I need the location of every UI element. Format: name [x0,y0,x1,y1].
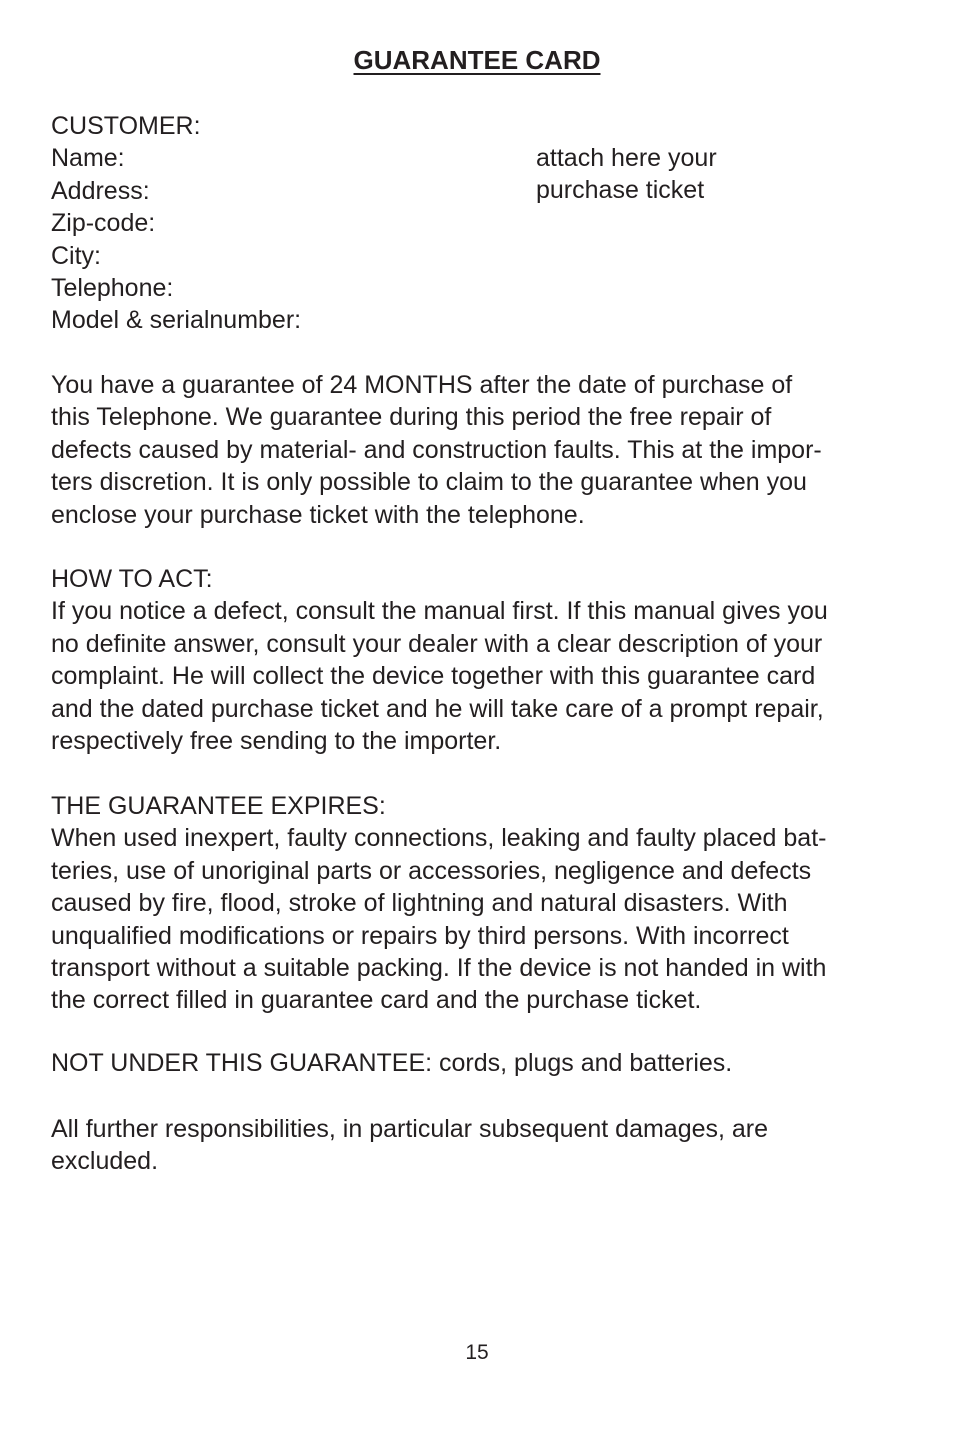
paragraph-line: teries, use of unoriginal parts or accessories, negligence and defects [51,856,812,885]
section-heading: THE GUARANTEE EXPIRES: [51,792,386,820]
not-under-guarantee [51,1047,911,1079]
paragraph-line: excluded. [51,1147,159,1176]
paragraph-line: complaint. He will collect the device together with this guarantee card [51,662,816,691]
paragraph-line: All further responsibilities, in particular subsequent damages, are [51,1115,769,1143]
guarantee-paragraph [51,369,911,531]
how-to-act-section [51,563,911,757]
paragraph-line: enclose your purchase ticket with the telephone. [51,500,585,529]
responsibilities-paragraph [51,1113,911,1178]
guarantee-expires-section [51,790,911,1017]
field-address-label: Address: [51,176,150,205]
customer-heading: CUSTOMER: [51,112,201,140]
paragraph-line: respectively free sending to the importer. [51,727,502,756]
page-number: 15 [465,1341,489,1364]
ticket-note-line: purchase ticket [536,176,705,205]
customer-section [51,110,911,337]
page-title: GUARANTEE CARD [353,45,601,75]
field-city-label: City: [51,241,101,270]
paragraph-line: defects caused by material- and construction faults. This at the impor- [51,435,822,464]
paragraph-line: no definite answer, consult your dealer with a clear description of your [51,629,823,658]
paragraph-line: caused by fire, flood, stroke of lightning and natural disasters. With [51,889,788,918]
paragraph-line: When used inexpert, faulty connections, leaking and faulty placed bat- [51,824,827,853]
field-model-serial-label: Model & serialnumber: [51,306,302,335]
field-telephone-label: Telephone: [51,274,174,303]
field-zip-code-label: Zip-code: [51,209,156,238]
paragraph-line: the correct filled in guarantee card and the purchase ticket. [51,986,702,1015]
paragraph-line: You have a guarantee of 24 MONTHS after the date of purchase of [51,371,793,399]
not-under-line: NOT UNDER THIS GUARANTEE: cords, plugs and batteries. [51,1049,733,1077]
paragraph-line: and the dated purchase ticket and he will take care of a prompt repair, [51,694,824,723]
paragraph-line: transport without a suitable packing. If the device is not handed in with [51,954,827,983]
purchase-ticket-note [536,142,717,207]
paragraph-line: If you notice a defect, consult the manual first. If this manual gives you [51,597,828,626]
ticket-note-line: attach here your [536,144,717,172]
paragraph-line: unqualified modifications or repairs by third persons. With incorrect [51,921,789,950]
section-heading: HOW TO ACT: [51,565,213,593]
field-name-label: Name: [51,144,125,173]
paragraph-line: this Telephone. We guarantee during this period the free repair of [51,403,772,432]
paragraph-line: ters discretion. It is only possible to claim to the guarantee when you [51,468,807,497]
